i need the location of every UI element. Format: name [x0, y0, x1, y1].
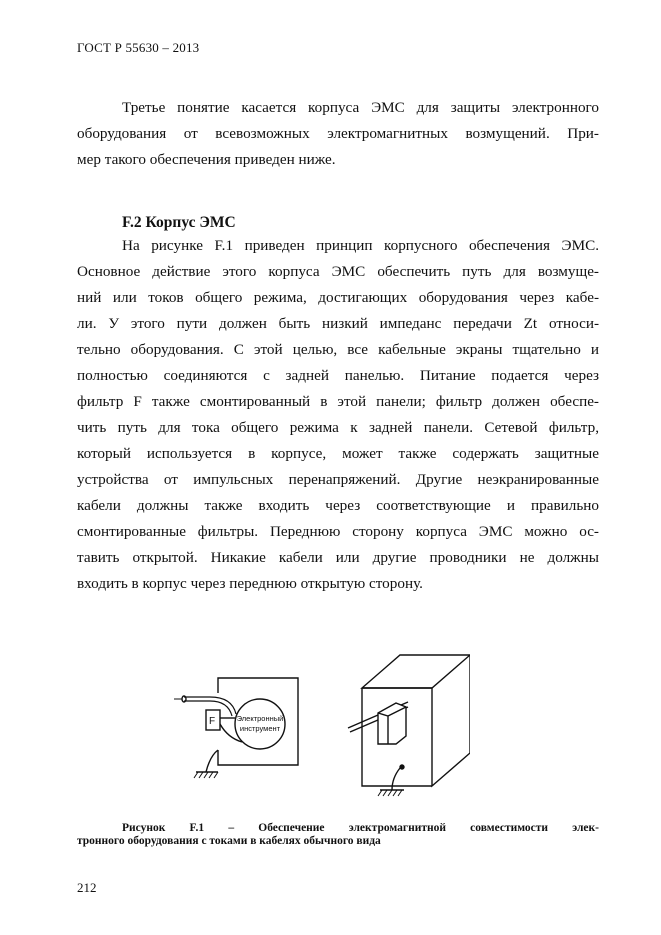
text-line: ли. У этого пути должен быть низкий импеданс передачи Zt относи- [77, 315, 599, 332]
text-line: ний или токов общего режима, достигающих оборудования через кабе- [77, 289, 599, 306]
ground-wire [206, 750, 218, 772]
section-paragraph [77, 233, 599, 597]
text-line: смонтированные фильтры. Переднюю сторону корпуса ЭМС можно ос- [77, 523, 599, 540]
instrument-label-line1: Электронный [236, 714, 284, 723]
text-line: кабели должны также входить через соответствующие и правильно [77, 497, 599, 514]
text-line: устройства от импульсных перенапряжений. Другие неэкранированные [77, 471, 599, 488]
intro-paragraph [77, 95, 599, 173]
text-line: мер такого обеспечения приведен ниже. [77, 151, 336, 168]
filter-label: F [208, 716, 216, 727]
text-line: фильтр F также смонтированный в этой панели; фильтр должен обеспе- [77, 393, 599, 410]
text-line: Третье понятие касается корпуса ЭМС для защиты электронного [122, 99, 599, 116]
figure-f1 [170, 650, 470, 800]
figure-caption [77, 822, 599, 848]
text-line: оборудования от всевозможных электромагнитных возмущений. При- [77, 125, 599, 142]
text-line: входить в корпус через переднюю открытую сторону. [77, 575, 423, 592]
instrument-label-line2: инструмент [239, 724, 281, 733]
text-line: тельно оборудования. С этой целью, все кабельные экраны тщательно и [77, 341, 599, 358]
text-line: На рисунке F.1 приведен принцип корпусного обеспечения ЭМС. [122, 237, 599, 254]
text-line: чить путь для тока общего режима к задней панели. Сетевой фильтр, [77, 419, 599, 436]
text-line: который используется в корпусе, может также содержать защитные [77, 445, 599, 462]
figure-f1-drawing [170, 650, 470, 800]
caption-line: Рисунок F.1 – Обеспечение электромагнитной совместимости элек- [122, 822, 599, 834]
text-line: Основное действие этого корпуса ЭМС обеспечить путь для возмуще- [77, 263, 599, 280]
text-line: полностью соединяются с задней панелью. Питание подается через [77, 367, 599, 384]
text-line: тавить открытой. Никакие кабели или другие проводники не должны [77, 549, 599, 566]
enclosure-ground [392, 768, 400, 790]
caption-line: тронного оборудования с токами в кабелях обычного вида [77, 835, 381, 847]
page-number: 212 [77, 880, 97, 895]
section-title: F.2 Корпус ЭМС [122, 214, 236, 231]
document-header: ГОСТ Р 55630 – 2013 [77, 40, 200, 55]
